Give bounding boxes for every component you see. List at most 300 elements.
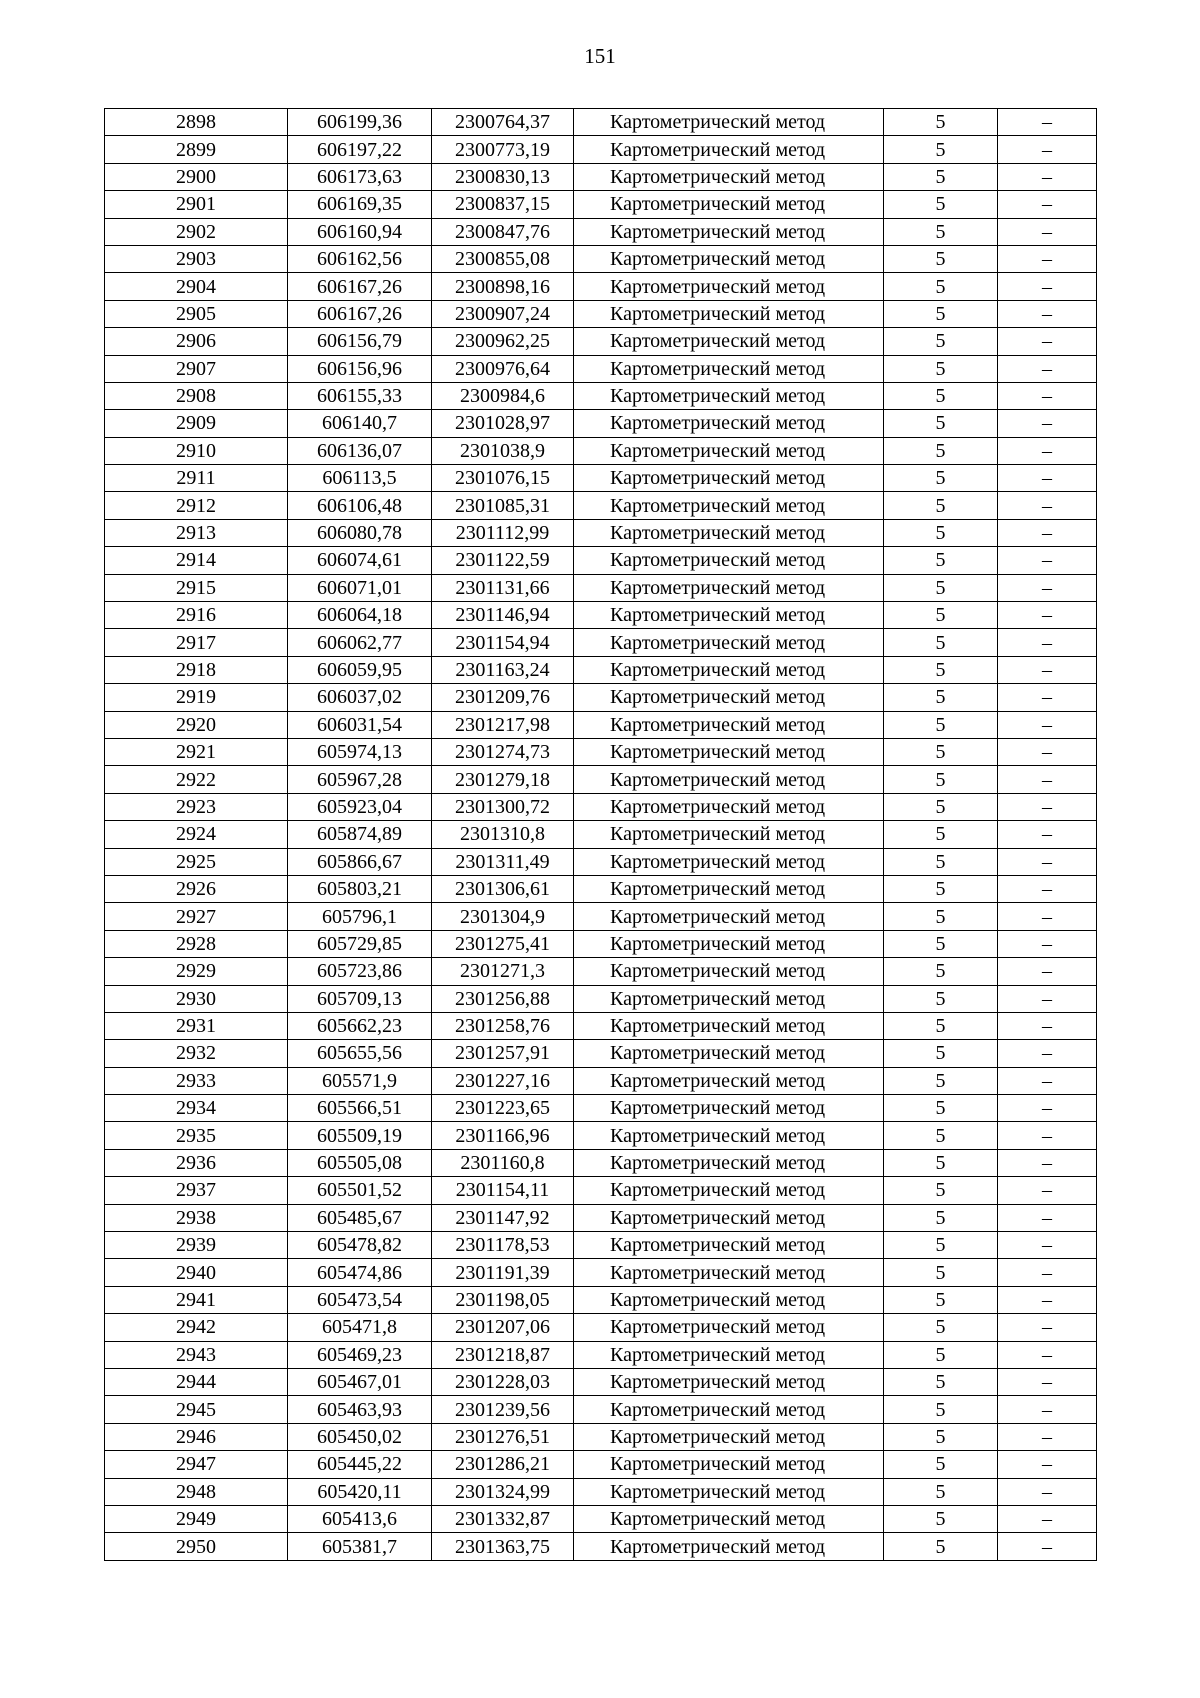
- x-coordinate-cell: 605509,19: [288, 1122, 432, 1149]
- note-cell: –: [998, 382, 1097, 409]
- accuracy-cell: 5: [884, 465, 998, 492]
- x-coordinate-cell: 605874,89: [288, 821, 432, 848]
- table-row: [105, 1451, 1097, 1478]
- method-cell: Картометрический метод: [574, 1451, 884, 1478]
- point-number-cell: 2947: [105, 1451, 288, 1478]
- method-cell: Картометрический метод: [574, 273, 884, 300]
- y-coordinate-cell: 2301076,15: [432, 465, 574, 492]
- point-number-cell: 2916: [105, 602, 288, 629]
- note-cell: –: [998, 519, 1097, 546]
- table-row: [105, 410, 1097, 437]
- y-coordinate-cell: 2301274,73: [432, 738, 574, 765]
- y-coordinate-cell: 2300962,25: [432, 328, 574, 355]
- point-number-cell: 2920: [105, 711, 288, 738]
- point-number-cell: 2929: [105, 958, 288, 985]
- table-row: [105, 382, 1097, 409]
- accuracy-cell: 5: [884, 1232, 998, 1259]
- accuracy-cell: 5: [884, 958, 998, 985]
- method-cell: Картометрический метод: [574, 602, 884, 629]
- note-cell: –: [998, 1012, 1097, 1039]
- point-number-cell: 2927: [105, 903, 288, 930]
- x-coordinate-cell: 605709,13: [288, 985, 432, 1012]
- method-cell: Картометрический метод: [574, 574, 884, 601]
- method-cell: Картометрический метод: [574, 547, 884, 574]
- note-cell: –: [998, 684, 1097, 711]
- y-coordinate-cell: 2301191,39: [432, 1259, 574, 1286]
- y-coordinate-cell: 2301217,98: [432, 711, 574, 738]
- point-number-cell: 2910: [105, 437, 288, 464]
- table-row: [105, 848, 1097, 875]
- y-coordinate-cell: 2301038,9: [432, 437, 574, 464]
- table-row: [105, 793, 1097, 820]
- y-coordinate-cell: 2301286,21: [432, 1451, 574, 1478]
- x-coordinate-cell: 605662,23: [288, 1012, 432, 1039]
- accuracy-cell: 5: [884, 1204, 998, 1231]
- point-number-cell: 2922: [105, 766, 288, 793]
- accuracy-cell: 5: [884, 738, 998, 765]
- accuracy-cell: 5: [884, 1423, 998, 1450]
- accuracy-cell: 5: [884, 1122, 998, 1149]
- table-row: [105, 1368, 1097, 1395]
- x-coordinate-cell: 605467,01: [288, 1368, 432, 1395]
- note-cell: –: [998, 1149, 1097, 1176]
- point-number-cell: 2942: [105, 1314, 288, 1341]
- x-coordinate-cell: 606106,48: [288, 492, 432, 519]
- method-cell: Картометрический метод: [574, 985, 884, 1012]
- note-cell: –: [998, 1204, 1097, 1231]
- point-number-cell: 2948: [105, 1478, 288, 1505]
- accuracy-cell: 5: [884, 355, 998, 382]
- accuracy-cell: 5: [884, 519, 998, 546]
- note-cell: –: [998, 328, 1097, 355]
- note-cell: –: [998, 1341, 1097, 1368]
- accuracy-cell: 5: [884, 793, 998, 820]
- method-cell: Картометрический метод: [574, 1040, 884, 1067]
- x-coordinate-cell: 605803,21: [288, 875, 432, 902]
- method-cell: Картометрический метод: [574, 1067, 884, 1094]
- x-coordinate-cell: 605655,56: [288, 1040, 432, 1067]
- method-cell: Картометрический метод: [574, 821, 884, 848]
- x-coordinate-cell: 605566,51: [288, 1095, 432, 1122]
- note-cell: –: [998, 875, 1097, 902]
- note-cell: –: [998, 191, 1097, 218]
- x-coordinate-cell: 605974,13: [288, 738, 432, 765]
- note-cell: –: [998, 1533, 1097, 1560]
- point-number-cell: 2921: [105, 738, 288, 765]
- point-number-cell: 2919: [105, 684, 288, 711]
- coordinates-table: [104, 108, 1097, 1561]
- y-coordinate-cell: 2301028,97: [432, 410, 574, 437]
- point-number-cell: 2944: [105, 1368, 288, 1395]
- note-cell: –: [998, 1259, 1097, 1286]
- accuracy-cell: 5: [884, 656, 998, 683]
- x-coordinate-cell: 606167,26: [288, 273, 432, 300]
- method-cell: Картометрический метод: [574, 1286, 884, 1313]
- y-coordinate-cell: 2301122,59: [432, 547, 574, 574]
- accuracy-cell: 5: [884, 382, 998, 409]
- point-number-cell: 2898: [105, 109, 288, 136]
- x-coordinate-cell: 606113,5: [288, 465, 432, 492]
- y-coordinate-cell: 2300984,6: [432, 382, 574, 409]
- accuracy-cell: 5: [884, 1505, 998, 1532]
- point-number-cell: 2936: [105, 1149, 288, 1176]
- y-coordinate-cell: 2301112,99: [432, 519, 574, 546]
- note-cell: –: [998, 574, 1097, 601]
- accuracy-cell: 5: [884, 821, 998, 848]
- note-cell: –: [998, 300, 1097, 327]
- x-coordinate-cell: 606169,35: [288, 191, 432, 218]
- point-number-cell: 2912: [105, 492, 288, 519]
- method-cell: Картометрический метод: [574, 930, 884, 957]
- x-coordinate-cell: 606074,61: [288, 547, 432, 574]
- accuracy-cell: 5: [884, 1149, 998, 1176]
- y-coordinate-cell: 2301209,76: [432, 684, 574, 711]
- accuracy-cell: 5: [884, 218, 998, 245]
- method-cell: Картометрический метод: [574, 738, 884, 765]
- y-coordinate-cell: 2301223,65: [432, 1095, 574, 1122]
- point-number-cell: 2946: [105, 1423, 288, 1450]
- table-row: [105, 1232, 1097, 1259]
- accuracy-cell: 5: [884, 410, 998, 437]
- table-row: [105, 1533, 1097, 1560]
- y-coordinate-cell: 2301256,88: [432, 985, 574, 1012]
- x-coordinate-cell: 606156,79: [288, 328, 432, 355]
- table-row: [105, 1341, 1097, 1368]
- accuracy-cell: 5: [884, 985, 998, 1012]
- table-row: [105, 1067, 1097, 1094]
- x-coordinate-cell: 605469,23: [288, 1341, 432, 1368]
- accuracy-cell: 5: [884, 492, 998, 519]
- method-cell: Картометрический метод: [574, 1122, 884, 1149]
- table-row: [105, 547, 1097, 574]
- x-coordinate-cell: 605478,82: [288, 1232, 432, 1259]
- y-coordinate-cell: 2301324,99: [432, 1478, 574, 1505]
- table-row: [105, 465, 1097, 492]
- y-coordinate-cell: 2301271,3: [432, 958, 574, 985]
- y-coordinate-cell: 2301276,51: [432, 1423, 574, 1450]
- note-cell: –: [998, 136, 1097, 163]
- method-cell: Картометрический метод: [574, 191, 884, 218]
- y-coordinate-cell: 2301363,75: [432, 1533, 574, 1560]
- accuracy-cell: 5: [884, 163, 998, 190]
- y-coordinate-cell: 2300773,19: [432, 136, 574, 163]
- method-cell: Картометрический метод: [574, 355, 884, 382]
- x-coordinate-cell: 606167,26: [288, 300, 432, 327]
- table-row: [105, 821, 1097, 848]
- x-coordinate-cell: 606062,77: [288, 629, 432, 656]
- accuracy-cell: 5: [884, 300, 998, 327]
- accuracy-cell: 5: [884, 1533, 998, 1560]
- x-coordinate-cell: 605923,04: [288, 793, 432, 820]
- table-row: [105, 300, 1097, 327]
- note-cell: –: [998, 492, 1097, 519]
- accuracy-cell: 5: [884, 1259, 998, 1286]
- point-number-cell: 2915: [105, 574, 288, 601]
- accuracy-cell: 5: [884, 328, 998, 355]
- y-coordinate-cell: 2301178,53: [432, 1232, 574, 1259]
- point-number-cell: 2923: [105, 793, 288, 820]
- method-cell: Картометрический метод: [574, 958, 884, 985]
- accuracy-cell: 5: [884, 1314, 998, 1341]
- note-cell: –: [998, 1314, 1097, 1341]
- point-number-cell: 2899: [105, 136, 288, 163]
- table-row: [105, 328, 1097, 355]
- y-coordinate-cell: 2301258,76: [432, 1012, 574, 1039]
- method-cell: Картометрический метод: [574, 848, 884, 875]
- accuracy-cell: 5: [884, 1286, 998, 1313]
- x-coordinate-cell: 605450,02: [288, 1423, 432, 1450]
- note-cell: –: [998, 1451, 1097, 1478]
- point-number-cell: 2931: [105, 1012, 288, 1039]
- y-coordinate-cell: 2301218,87: [432, 1341, 574, 1368]
- method-cell: Картометрический метод: [574, 465, 884, 492]
- note-cell: –: [998, 1122, 1097, 1149]
- x-coordinate-cell: 606160,94: [288, 218, 432, 245]
- point-number-cell: 2918: [105, 656, 288, 683]
- method-cell: Картометрический метод: [574, 684, 884, 711]
- x-coordinate-cell: 606173,63: [288, 163, 432, 190]
- point-number-cell: 2909: [105, 410, 288, 437]
- table-row: [105, 136, 1097, 163]
- point-number-cell: 2913: [105, 519, 288, 546]
- x-coordinate-cell: 605571,9: [288, 1067, 432, 1094]
- accuracy-cell: 5: [884, 875, 998, 902]
- y-coordinate-cell: 2301279,18: [432, 766, 574, 793]
- point-number-cell: 2941: [105, 1286, 288, 1313]
- x-coordinate-cell: 605463,93: [288, 1396, 432, 1423]
- x-coordinate-cell: 605505,08: [288, 1149, 432, 1176]
- method-cell: Картометрический метод: [574, 711, 884, 738]
- y-coordinate-cell: 2301275,41: [432, 930, 574, 957]
- table-row: [105, 958, 1097, 985]
- x-coordinate-cell: 606162,56: [288, 245, 432, 272]
- point-number-cell: 2949: [105, 1505, 288, 1532]
- x-coordinate-cell: 605420,11: [288, 1478, 432, 1505]
- note-cell: –: [998, 1040, 1097, 1067]
- x-coordinate-cell: 605967,28: [288, 766, 432, 793]
- point-number-cell: 2903: [105, 245, 288, 272]
- y-coordinate-cell: 2300855,08: [432, 245, 574, 272]
- y-coordinate-cell: 2300847,76: [432, 218, 574, 245]
- point-number-cell: 2940: [105, 1259, 288, 1286]
- table-row: [105, 1149, 1097, 1176]
- table-row: [105, 574, 1097, 601]
- note-cell: –: [998, 218, 1097, 245]
- x-coordinate-cell: 606199,36: [288, 109, 432, 136]
- table-row: [105, 1423, 1097, 1450]
- table-row: [105, 492, 1097, 519]
- method-cell: Картометрический метод: [574, 875, 884, 902]
- table-row: [105, 1012, 1097, 1039]
- table-row: [105, 519, 1097, 546]
- note-cell: –: [998, 1177, 1097, 1204]
- y-coordinate-cell: 2301310,8: [432, 821, 574, 848]
- note-cell: –: [998, 738, 1097, 765]
- table-row: [105, 1259, 1097, 1286]
- point-number-cell: 2905: [105, 300, 288, 327]
- table-row: [105, 1478, 1097, 1505]
- y-coordinate-cell: 2301257,91: [432, 1040, 574, 1067]
- y-coordinate-cell: 2300837,15: [432, 191, 574, 218]
- note-cell: –: [998, 1423, 1097, 1450]
- accuracy-cell: 5: [884, 1341, 998, 1368]
- note-cell: –: [998, 985, 1097, 1012]
- x-coordinate-cell: 605473,54: [288, 1286, 432, 1313]
- point-number-cell: 2932: [105, 1040, 288, 1067]
- y-coordinate-cell: 2300764,37: [432, 109, 574, 136]
- y-coordinate-cell: 2301227,16: [432, 1067, 574, 1094]
- note-cell: –: [998, 656, 1097, 683]
- accuracy-cell: 5: [884, 1368, 998, 1395]
- table-row: [105, 109, 1097, 136]
- note-cell: –: [998, 1232, 1097, 1259]
- note-cell: –: [998, 465, 1097, 492]
- x-coordinate-cell: 606059,95: [288, 656, 432, 683]
- method-cell: Картометрический метод: [574, 1095, 884, 1122]
- note-cell: –: [998, 437, 1097, 464]
- y-coordinate-cell: 2301207,06: [432, 1314, 574, 1341]
- table-row: [105, 985, 1097, 1012]
- point-number-cell: 2938: [105, 1204, 288, 1231]
- y-coordinate-cell: 2300830,13: [432, 163, 574, 190]
- y-coordinate-cell: 2300976,64: [432, 355, 574, 382]
- table-row: [105, 1040, 1097, 1067]
- y-coordinate-cell: 2301228,03: [432, 1368, 574, 1395]
- note-cell: –: [998, 547, 1097, 574]
- accuracy-cell: 5: [884, 191, 998, 218]
- y-coordinate-cell: 2301146,94: [432, 602, 574, 629]
- method-cell: Картометрический метод: [574, 492, 884, 519]
- table-row: [105, 903, 1097, 930]
- method-cell: Картометрический метод: [574, 163, 884, 190]
- point-number-cell: 2926: [105, 875, 288, 902]
- x-coordinate-cell: 606156,96: [288, 355, 432, 382]
- method-cell: Картометрический метод: [574, 903, 884, 930]
- y-coordinate-cell: 2301306,61: [432, 875, 574, 902]
- method-cell: Картометрический метод: [574, 1533, 884, 1560]
- note-cell: –: [998, 602, 1097, 629]
- method-cell: Картометрический метод: [574, 437, 884, 464]
- note-cell: –: [998, 766, 1097, 793]
- method-cell: Картометрический метод: [574, 1368, 884, 1395]
- table-row: [105, 930, 1097, 957]
- method-cell: Картометрический метод: [574, 109, 884, 136]
- note-cell: –: [998, 163, 1097, 190]
- method-cell: Картометрический метод: [574, 1149, 884, 1176]
- x-coordinate-cell: 606071,01: [288, 574, 432, 601]
- page-number: 151: [584, 44, 616, 68]
- method-cell: Картометрический метод: [574, 519, 884, 546]
- point-number-cell: 2930: [105, 985, 288, 1012]
- accuracy-cell: 5: [884, 1451, 998, 1478]
- method-cell: Картометрический метод: [574, 218, 884, 245]
- point-number-cell: 2950: [105, 1533, 288, 1560]
- table-row: [105, 629, 1097, 656]
- method-cell: Картометрический метод: [574, 382, 884, 409]
- x-coordinate-cell: 605474,86: [288, 1259, 432, 1286]
- accuracy-cell: 5: [884, 574, 998, 601]
- note-cell: –: [998, 1067, 1097, 1094]
- accuracy-cell: 5: [884, 848, 998, 875]
- point-number-cell: 2937: [105, 1177, 288, 1204]
- accuracy-cell: 5: [884, 1478, 998, 1505]
- note-cell: –: [998, 821, 1097, 848]
- y-coordinate-cell: 2301239,56: [432, 1396, 574, 1423]
- y-coordinate-cell: 2301304,9: [432, 903, 574, 930]
- y-coordinate-cell: 2301166,96: [432, 1122, 574, 1149]
- x-coordinate-cell: 606136,07: [288, 437, 432, 464]
- note-cell: –: [998, 958, 1097, 985]
- point-number-cell: 2943: [105, 1341, 288, 1368]
- method-cell: Картометрический метод: [574, 1012, 884, 1039]
- x-coordinate-cell: 605485,67: [288, 1204, 432, 1231]
- point-number-cell: 2911: [105, 465, 288, 492]
- method-cell: Картометрический метод: [574, 1478, 884, 1505]
- accuracy-cell: 5: [884, 1067, 998, 1094]
- point-number-cell: 2928: [105, 930, 288, 957]
- method-cell: Картометрический метод: [574, 1177, 884, 1204]
- table-row: [105, 766, 1097, 793]
- x-coordinate-cell: 605796,1: [288, 903, 432, 930]
- table-row: [105, 738, 1097, 765]
- table-row: [105, 273, 1097, 300]
- method-cell: Картометрический метод: [574, 300, 884, 327]
- point-number-cell: 2914: [105, 547, 288, 574]
- note-cell: –: [998, 1095, 1097, 1122]
- point-number-cell: 2934: [105, 1095, 288, 1122]
- point-number-cell: 2901: [105, 191, 288, 218]
- table-row: [105, 1204, 1097, 1231]
- method-cell: Картометрический метод: [574, 1423, 884, 1450]
- accuracy-cell: 5: [884, 903, 998, 930]
- note-cell: –: [998, 245, 1097, 272]
- y-coordinate-cell: 2301311,49: [432, 848, 574, 875]
- method-cell: Картометрический метод: [574, 656, 884, 683]
- x-coordinate-cell: 606155,33: [288, 382, 432, 409]
- y-coordinate-cell: 2301147,92: [432, 1204, 574, 1231]
- point-number-cell: 2902: [105, 218, 288, 245]
- table-row: [105, 711, 1097, 738]
- accuracy-cell: 5: [884, 437, 998, 464]
- y-coordinate-cell: 2301198,05: [432, 1286, 574, 1313]
- point-number-cell: 2917: [105, 629, 288, 656]
- point-number-cell: 2904: [105, 273, 288, 300]
- accuracy-cell: 5: [884, 629, 998, 656]
- note-cell: –: [998, 903, 1097, 930]
- accuracy-cell: 5: [884, 273, 998, 300]
- method-cell: Картометрический метод: [574, 1505, 884, 1532]
- table-row: [105, 1095, 1097, 1122]
- note-cell: –: [998, 273, 1097, 300]
- point-number-cell: 2900: [105, 163, 288, 190]
- point-number-cell: 2908: [105, 382, 288, 409]
- accuracy-cell: 5: [884, 1040, 998, 1067]
- y-coordinate-cell: 2301131,66: [432, 574, 574, 601]
- accuracy-cell: 5: [884, 1396, 998, 1423]
- method-cell: Картометрический метод: [574, 245, 884, 272]
- y-coordinate-cell: 2301154,11: [432, 1177, 574, 1204]
- point-number-cell: 2925: [105, 848, 288, 875]
- accuracy-cell: 5: [884, 766, 998, 793]
- method-cell: Картометрический метод: [574, 1232, 884, 1259]
- note-cell: –: [998, 930, 1097, 957]
- accuracy-cell: 5: [884, 684, 998, 711]
- x-coordinate-cell: 606080,78: [288, 519, 432, 546]
- table-row: [105, 245, 1097, 272]
- table-row: [105, 684, 1097, 711]
- method-cell: Картометрический метод: [574, 766, 884, 793]
- accuracy-cell: 5: [884, 245, 998, 272]
